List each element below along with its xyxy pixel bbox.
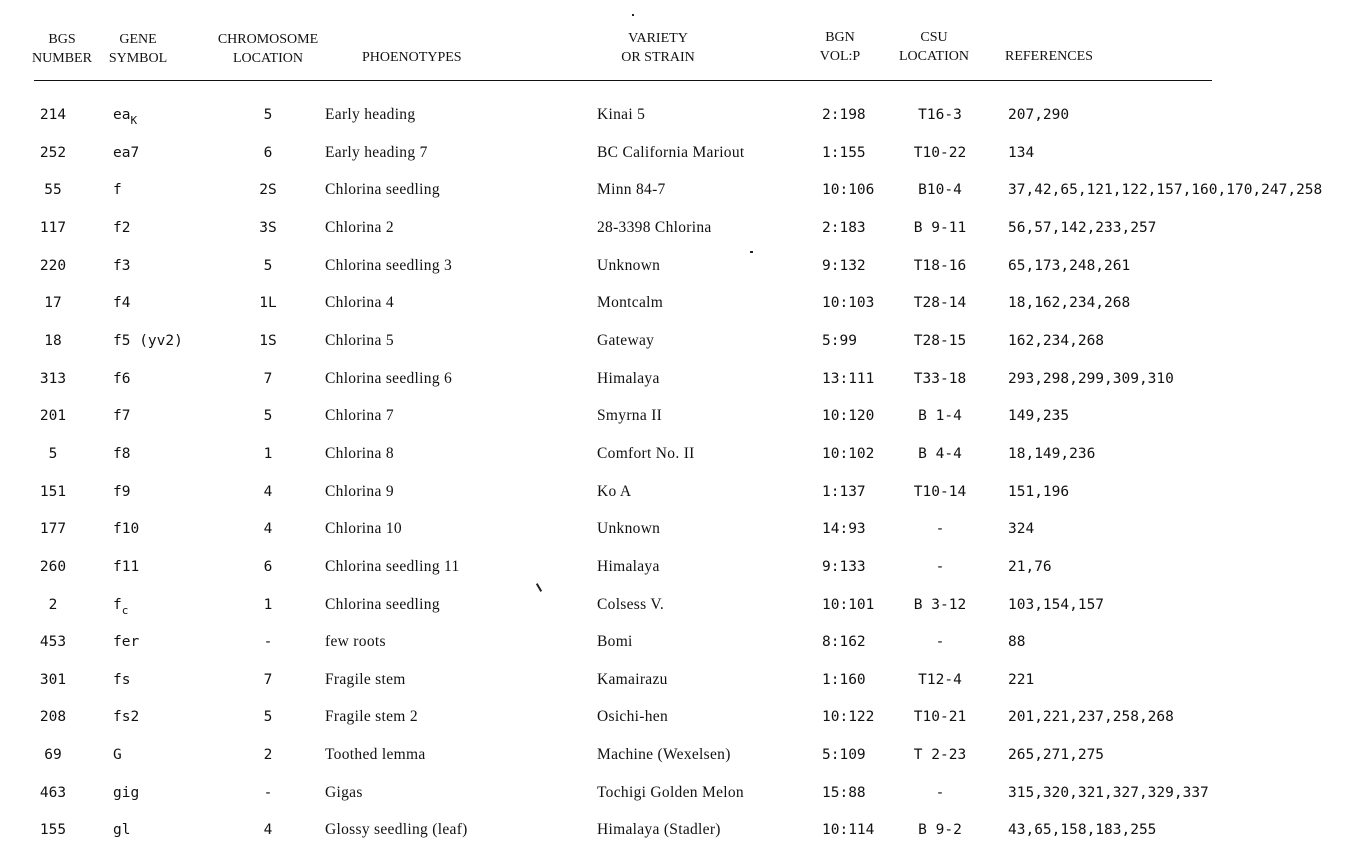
header-phenotypes-text: PHOENOTYPES	[362, 50, 462, 65]
bgn-volp-cell: 9:132	[822, 257, 866, 274]
header-bgs-number	[30, 30, 94, 68]
table-row	[0, 623, 1350, 661]
gene-symbol-cell	[113, 736, 122, 774]
csu-location-cell: B 4-4	[918, 445, 962, 462]
gene-symbol-text: f8	[113, 445, 131, 462]
phenotype-cell: Chlorina 2	[325, 218, 394, 236]
gene-symbol-text: f7	[113, 408, 131, 425]
table-row	[0, 774, 1350, 812]
header-csu-location	[890, 28, 978, 66]
bgn-volp-cell: 1:137	[822, 483, 866, 500]
bgs-number-cell: 220	[39, 257, 67, 274]
table-row	[0, 510, 1350, 548]
chromosome-location-cell: -	[263, 784, 273, 801]
phenotype-cell: Fragile stem 2	[325, 708, 418, 726]
chromosome-location-cell: 1	[263, 596, 273, 613]
phenotype-cell: Chlorina seedling 11	[325, 557, 460, 575]
bgn-volp-cell: 5:99	[822, 332, 857, 349]
bgn-volp-cell: 10:101	[822, 596, 875, 613]
scan-speck	[750, 251, 753, 253]
references-cell: 88	[1008, 634, 1026, 651]
header-references-text: REFERENCES	[1005, 49, 1093, 64]
table-row	[0, 811, 1350, 849]
gene-symbol-cell	[113, 435, 130, 473]
references-cell: 18,162,234,268	[1008, 295, 1131, 312]
bgs-number-cell: 463	[39, 784, 67, 801]
bgs-number-cell: 453	[39, 634, 67, 651]
references-cell: 65,173,248,261	[1008, 257, 1131, 274]
csu-location-cell: -	[935, 521, 945, 538]
bgn-volp-cell: 10:103	[822, 295, 875, 312]
bgs-number-cell: 18	[44, 332, 62, 349]
chromosome-location-cell: 6	[263, 558, 273, 575]
header-variety-line1: VARIETY	[628, 31, 688, 46]
phenotype-cell: Chlorina 5	[325, 331, 394, 349]
header-bgn-line1: BGN	[825, 30, 855, 45]
variety-strain-cell: BC California Mariout	[597, 143, 745, 161]
table-row	[0, 284, 1350, 322]
table-row	[0, 586, 1350, 624]
chromosome-location-cell: 1	[263, 445, 273, 462]
bgn-volp-cell: 5:109	[822, 747, 866, 763]
variety-strain-cell: Kinai 5	[597, 106, 646, 123]
csu-location-cell: T 2-23	[913, 747, 967, 763]
gene-symbol-text: f	[113, 182, 122, 199]
gene-symbol-text: fs	[113, 671, 131, 688]
gene-symbol-cell	[113, 209, 130, 247]
variety-strain-cell: Gateway	[597, 331, 655, 349]
bgn-volp-cell: 2:183	[822, 219, 866, 236]
chromosome-location-cell: -	[263, 634, 273, 651]
header-chromosome-location	[212, 30, 324, 68]
bgs-number-cell: 117	[39, 219, 67, 236]
bgs-number-cell: 201	[39, 408, 67, 425]
bgs-number-cell: 69	[44, 747, 62, 763]
header-variety-line2: OR STRAIN	[621, 50, 695, 65]
references-cell: 37,42,65,121,122,157,160,170,247,258	[1008, 182, 1323, 199]
header-divider	[34, 80, 1212, 81]
header-phenotypes	[362, 48, 462, 67]
chromosome-location-cell: 4	[263, 483, 273, 500]
header-bgn-line2: VOL:P	[819, 49, 861, 64]
bgs-number-cell: 155	[39, 822, 67, 839]
csu-location-cell: T10-21	[913, 709, 967, 726]
bgs-number-cell: 2	[48, 596, 58, 613]
gene-symbol-text: f10	[113, 521, 140, 538]
gene-symbol-text: gl	[113, 822, 131, 839]
phenotype-cell: Chlorina 10	[325, 520, 402, 538]
variety-strain-cell: Smyrna II	[597, 407, 663, 425]
chromosome-location-cell: 7	[263, 370, 273, 387]
header-gene-symbol	[100, 30, 176, 68]
phenotype-cell: Chlorina 4	[325, 294, 394, 312]
table-row	[0, 322, 1350, 360]
gene-symbol-cell	[113, 171, 122, 209]
csu-location-cell: -	[935, 784, 945, 801]
bgn-volp-cell: 10:114	[822, 822, 875, 839]
csu-location-cell: B 9-2	[918, 822, 962, 839]
table-row	[0, 360, 1350, 398]
csu-location-cell: T10-14	[913, 483, 967, 500]
phenotype-cell: Chlorina 8	[325, 444, 394, 462]
variety-strain-cell: Tochigi Golden Melon	[597, 783, 744, 801]
csu-location-cell: T28-14	[913, 295, 967, 312]
variety-strain-cell: Bomi	[597, 633, 633, 651]
chromosome-location-cell: 1L	[259, 295, 277, 312]
table-row	[0, 397, 1350, 435]
header-bgs-line1: BGS	[48, 32, 76, 47]
gene-symbol-subscript: K	[130, 114, 138, 127]
header-bgn-volp	[808, 28, 872, 66]
table-row	[0, 171, 1350, 209]
references-cell: 134	[1008, 144, 1035, 161]
bgs-number-cell: 313	[39, 370, 67, 387]
variety-strain-cell: Unknown	[597, 520, 661, 538]
chromosome-location-cell: 1S	[259, 332, 277, 349]
variety-strain-cell: Colsess V.	[597, 595, 665, 613]
bgn-volp-cell: 13:111	[822, 370, 875, 387]
gene-symbol-cell	[113, 247, 130, 285]
bgn-volp-cell: 10:106	[822, 182, 875, 199]
header-variety-strain	[600, 29, 716, 67]
phenotype-cell: Early heading 7	[325, 143, 428, 161]
bgn-volp-cell: 14:93	[822, 521, 866, 538]
chromosome-location-cell: 3S	[259, 219, 277, 236]
gene-symbol-text: f4	[113, 295, 131, 312]
chromosome-location-cell: 4	[263, 822, 273, 839]
gene-symbol-cell	[113, 322, 183, 360]
bgs-number-cell: 17	[44, 295, 62, 312]
variety-strain-cell: Machine (Wexelsen)	[597, 746, 731, 763]
csu-location-cell: -	[935, 558, 945, 575]
table-row	[0, 435, 1350, 473]
phenotype-cell: Chlorina seedling	[325, 181, 440, 199]
table-row	[0, 473, 1350, 511]
chromosome-location-cell: 5	[263, 709, 273, 726]
table-row	[0, 134, 1350, 172]
references-cell: 21,76	[1008, 558, 1052, 575]
header-gene-line2: SYMBOL	[108, 51, 168, 66]
chromosome-location-cell: 2S	[259, 182, 277, 199]
bgs-number-cell: 214	[39, 107, 67, 123]
chromosome-location-cell: 7	[263, 671, 273, 688]
bgn-volp-cell: 9:133	[822, 558, 866, 575]
gene-symbol-text: ea7	[113, 144, 140, 161]
references-cell: 103,154,157	[1008, 596, 1105, 613]
references-cell: 149,235	[1008, 408, 1070, 425]
gene-symbol-cell	[113, 623, 139, 661]
table-row	[0, 736, 1350, 774]
gene-symbol-subscript: c	[121, 603, 129, 617]
phenotype-cell: Fragile stem	[325, 670, 406, 688]
gene-symbol-cell	[113, 473, 130, 511]
bgn-volp-cell: 10:122	[822, 709, 875, 726]
variety-strain-cell: Himalaya	[597, 369, 660, 387]
csu-location-cell: T18-16	[913, 257, 967, 274]
variety-strain-cell: Comfort No. II	[597, 444, 695, 462]
gene-symbol-cell	[113, 811, 130, 849]
bgs-number-cell: 151	[39, 483, 67, 500]
bgs-number-cell: 252	[39, 144, 67, 161]
csu-location-cell: B 1-4	[918, 408, 962, 425]
gene-symbol-text: f	[113, 596, 122, 613]
phenotype-cell: Chlorina seedling 6	[325, 369, 453, 387]
phenotype-cell: Chlorina seedling 3	[325, 256, 453, 274]
variety-strain-cell: Kamairazu	[597, 670, 668, 688]
gene-symbol-cell	[113, 134, 139, 172]
csu-location-cell: -	[935, 634, 945, 651]
table-row	[0, 698, 1350, 736]
gene-symbol-text: fs2	[113, 709, 140, 726]
csu-location-cell: T16-3	[918, 107, 962, 123]
csu-location-cell: T28-15	[913, 332, 967, 349]
gene-symbol-text: G	[113, 747, 122, 763]
header-csu-line2: LOCATION	[899, 49, 969, 64]
bgs-number-cell: 208	[39, 709, 67, 726]
references-cell: 207,290	[1008, 107, 1070, 123]
variety-strain-cell: Himalaya	[597, 557, 660, 575]
phenotype-cell: Chlorina 9	[325, 482, 394, 500]
csu-location-cell: B10-4	[918, 182, 962, 199]
references-cell: 324	[1008, 521, 1035, 538]
gene-symbol-cell	[113, 284, 130, 322]
gene-symbol-text: fer	[113, 634, 140, 651]
csu-location-cell: T33-18	[913, 370, 967, 387]
bgn-volp-cell: 1:160	[822, 671, 866, 688]
bgn-volp-cell: 8:162	[822, 634, 866, 651]
references-cell: 221	[1008, 671, 1035, 688]
table-row	[0, 96, 1350, 134]
csu-location-cell: B 3-12	[913, 596, 967, 613]
bgn-volp-cell: 10:120	[822, 408, 875, 425]
references-cell: 201,221,237,258,268	[1008, 709, 1174, 726]
phenotype-cell: Gigas	[325, 783, 363, 801]
chromosome-location-cell: 5	[263, 107, 273, 123]
bgs-number-cell: 301	[39, 671, 67, 688]
header-gene-line1: GENE	[119, 32, 157, 47]
table-row	[0, 661, 1350, 699]
chromosome-location-cell: 2	[263, 747, 273, 763]
phenotype-cell: Toothed lemma	[325, 746, 426, 763]
header-csu-line1: CSU	[920, 30, 948, 45]
variety-strain-cell: 28-3398 Chlorina	[597, 218, 712, 236]
references-cell: 315,320,321,327,329,337	[1008, 784, 1209, 801]
variety-strain-cell: Unknown	[597, 256, 661, 274]
gene-symbol-text: f3	[113, 257, 131, 274]
references-cell: 43,65,158,183,255	[1008, 822, 1157, 839]
phenotype-cell: few roots	[325, 633, 386, 651]
bgs-number-cell: 55	[44, 182, 62, 199]
bgs-number-cell: 177	[39, 521, 67, 538]
gene-symbol-cell	[113, 698, 139, 736]
csu-location-cell: T12-4	[918, 671, 962, 688]
gene-symbol-cell	[113, 661, 130, 699]
gene-symbol-text: f6	[113, 370, 131, 387]
variety-strain-cell: Himalaya (Stadler)	[597, 821, 721, 839]
references-cell: 265,271,275	[1008, 747, 1105, 763]
chromosome-location-cell: 6	[263, 144, 273, 161]
gene-symbol-cell	[113, 774, 139, 812]
header-chromosome-line2: LOCATION	[233, 51, 303, 66]
gene-symbol-text: f5 (yv2)	[113, 332, 183, 349]
gene-symbol-text: f11	[113, 558, 140, 575]
scan-speck	[632, 14, 634, 16]
chromosome-location-cell: 5	[263, 408, 273, 425]
chromosome-location-cell: 4	[263, 521, 273, 538]
table-row	[0, 548, 1350, 586]
table-row	[0, 247, 1350, 285]
csu-location-cell: T10-22	[913, 144, 967, 161]
gene-symbol-text: gig	[113, 784, 140, 801]
variety-strain-cell: Osichi-hen	[597, 708, 669, 726]
phenotype-cell: Chlorina 7	[325, 407, 394, 425]
bgs-number-cell: 5	[48, 445, 58, 462]
references-cell: 162,234,268	[1008, 332, 1105, 349]
bgn-volp-cell: 1:155	[822, 144, 866, 161]
gene-symbol-cell	[113, 360, 130, 398]
phenotype-cell: Glossy seedling (leaf)	[325, 821, 468, 839]
phenotype-cell: Chlorina seedling	[325, 595, 440, 613]
references-cell: 293,298,299,309,310	[1008, 370, 1174, 387]
gene-symbol-text: f9	[113, 483, 131, 500]
gene-symbol-cell	[113, 397, 130, 435]
bgn-volp-cell: 2:198	[822, 107, 866, 123]
references-cell: 56,57,142,233,257	[1008, 219, 1157, 236]
variety-strain-cell: Ko A	[597, 482, 632, 500]
header-references	[1005, 47, 1093, 66]
gene-symbol-text: ea	[113, 107, 131, 123]
table-row	[0, 209, 1350, 247]
gene-symbol-cell	[113, 510, 139, 548]
csu-location-cell: B 9-11	[913, 219, 967, 236]
header-bgs-line2: NUMBER	[32, 51, 92, 66]
variety-strain-cell: Montcalm	[597, 294, 664, 312]
references-cell: 18,149,236	[1008, 445, 1096, 462]
gene-symbol-cell	[113, 548, 139, 586]
variety-strain-cell: Minn 84-7	[597, 181, 666, 199]
chromosome-location-cell: 5	[263, 257, 273, 274]
bgs-number-cell: 260	[39, 558, 67, 575]
references-cell: 151,196	[1008, 483, 1070, 500]
phenotype-cell: Early heading	[325, 106, 416, 123]
bgn-volp-cell: 10:102	[822, 445, 875, 462]
gene-symbol-text: f2	[113, 219, 131, 236]
header-chromosome-line1: CHROMOSOME	[217, 32, 319, 47]
bgn-volp-cell: 15:88	[822, 784, 866, 801]
